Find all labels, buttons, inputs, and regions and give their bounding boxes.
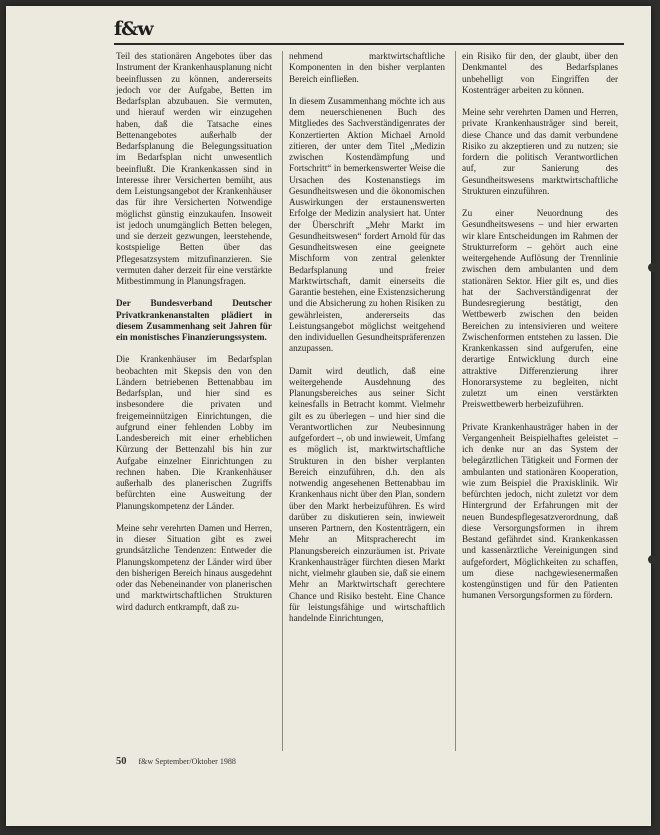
paragraph: ein Risiko für den, der glaubt, über den Denkmantel des Bedarfsplanes unbehelligt von Eingriffen der Kostenträger arbeiten zu können. [462, 51, 618, 95]
paragraph: Der Bundesverband Deutscher Privatkrankenanstalten plädiert in diesem Zusammenhang seit Jahren für ein monistisches Finanzierungssystem. [116, 298, 272, 342]
paragraph: nehmend marktwirtschaftliche Komponenten in den bisher verplanten Bereich einfließen. [289, 51, 445, 84]
paragraph: Teil des stationären Angebotes über das Instrument der Krankenhausplanung nicht beeinflussen zu können, andererseits jedoch vor der Aufgabe, Betten im Bedarfsplan abzubauen. Sie vermuten, und hierauf werden wir einzugehen haben, daß die Tatsache eines Bettenangebotes außerhalb der Bedarfsplanung die Belegungssituation im Bedarfsplan nicht unwesentlich beeinflußt. Die Krankenkassen sind in Interesse ihrer Versicherten bemüht, aus dem Leistungsangebot der Krankenhäuser das für ihre Versicherten Notwendige möglichst günstig einzukaufen. Insoweit ist jedoch unumgänglich Betten belegen, und sie derzeit gezwungen, leerstehende, kostspielige Betten über das Pflegesatzsystem mitzufinanzieren. Sie vermuten daher derzeit für eine verstärkte Mitbestimmung in Planungsfragen. [116, 51, 272, 286]
magazine-logo: f&w [114, 18, 153, 40]
text-column-1 [116, 51, 272, 624]
binder-hole [648, 263, 657, 272]
binder-hole [648, 555, 657, 564]
header-rule [114, 43, 624, 45]
paragraph: Meine sehr verehrten Damen und Herren, private Krankenhausträger sind bereit, diese Chance und das damit verbundene Risiko zu akzeptieren und zu nutzen; sie fordern die politisch Verantwortlichen auf, zur Sanierung des Gesundheitswesens marktwirtschaftliche Strukturen einzuführen. [462, 107, 618, 196]
column-divider [455, 51, 456, 751]
page-number: 50 [116, 756, 127, 767]
paragraph: Damit wird deutlich, daß eine weitergehende Ausdehnung des Planungsbereiches aus seiner Sicht keinesfalls in Betracht kommt. Vielmehr gilt es zu überlegen – und hier sind die Verantwortlichen zur Neubesinnung aufgefordert –, ob und inwieweit, Umfang es möglich ist, marktwirtschaftliche Strukturen in den bisher verplanten Bereich einzuführen, d.h. den als notwendig angesehenen Bettenabbau im Krankenhaus nicht über den Plan, sondern über den Markt herbeizuführen. Es wird darüber zu diskutieren sein, inwieweit unseren Partnern, den Kostenträgern, ein Mehr an Mitspracherecht im Planungsbereich einzuräumen ist. Private Krankenhausträger fürchten diesen Markt nicht, vielmehr glauben sie, daß sie einem Mehr an Marktwirtschaft gerechtere Chance und Risiko besteht. Eine Chance für leistungsfähige und wirtschaftlich handelnde Einrichtungen, [289, 365, 445, 623]
paragraph: Private Krankenhausträger haben in der Vergangenheit Beispielhaftes geleistet – ich denke nur an das System der belegärztlichen Tätigkeit und Formen der ambulanten und stationären Kooperation, wie zum Beispiel die Praxisklinik. Wir befürchten jedoch, nicht zuletzt vor dem Hintergrund der Erfahrungen mit der neuen Bundespflegesatzverordnung, daß diese Versorgungsformen in ihrem Bestand gefährdet sind. Krankenkassen und kassenärztliche Vereinigungen sind aufgefordert, Möglichkeiten zu schaffen, um diese nachgewiesenermaßen kostengünstigen und für den Patienten humanen Versorgungsformen zu fördern. [462, 421, 618, 601]
footer-source: f&w September/Oktober 1988 [138, 757, 236, 766]
page-footer [116, 756, 236, 767]
paragraph: Meine sehr verehrten Damen und Herren, in dieser Situation gibt es zwei grundsätzliche Tendenzen: Entweder die Planungskompetenz der Länder wird über den bisherigen Bereich hinaus ausgedehnt oder das Nebeneinander von planerischen und marktwirtschaftlichen Strukturen wird dadurch entkrampft, daß zu- [116, 522, 272, 612]
paragraph: Die Krankenhäuser im Bedarfsplan beobachten mit Skepsis den von den Ländern betriebenen Bettenabbau im Bedarfsplan, und hier sind es insbesondere die privaten und freigemeinnützigen Einrichtungen, die aufgrund einer fehlenden Lobby im Landesbereich mit einer erheblichen Kürzung der Bettenzahl bis hin zur Aufgabe einzelner Einrichtungen zu rechnen haben. Die Krankenhäuser außerhalb des planerischen Zugriffs befürchten eine Ausweitung der Planungskompetenz der Länder. [116, 354, 272, 511]
column-divider [282, 51, 283, 751]
paragraph: Zu einer Neuordnung des Gesundheitswesens – und hier erwarten wir klare Entscheidungen im Rahmen der Strukturreform – gehört auch eine weitergehende Auflösung der Trennlinie zwischen dem ambulanten und dem stationären Sektor. Hier gilt es, und dies hat der Sachverständigenrat der Bundesregierung bestätigt, den Wettbewerb zwischen den beiden Bereichen zu intensivieren und weitere Zwischenformen entstehen zu lassen. Die Krankenkassen sind aufgerufen, eine derartige Entwicklung durch eine attraktive Differenzierung ihrer Honorarsysteme zu begleiten, nicht zuletzt um einen verstärkten Preiswettbewerb herbeizuführen. [462, 208, 618, 410]
magazine-page [6, 6, 651, 826]
paragraph: In diesem Zusammenhang möchte ich aus dem neuerschienenen Buch des Mitgliedes des Sachverständigenrates der Konzertierten Aktion Michael Arnold zitieren, der unter dem Titel „Medizin zwischen Kostendämpfung und Fortschritt“ in bemerkenswerter Weise die Ursachen des Kostenanstiegs im Gesundheitswesen und die ökonomischen Auswirkungen der erstaunenswerten Erfolge der Medizin analysiert hat. Unter der Überschrift „Mehr Markt im Gesundheitswesen“ fordert Arnold für das Gesundheitswesen eine geeignete Mischform von zentral gelenkter Bedarfsplanung und freier Marktwirtschaft, damit einerseits die Garantie bestehen, eine Existenzsicherung und die Absicherung zu hohen Risiken zu gewährleisten, andererseits das Leistungsangebot möglichst weitgehend den individuellen Gesundheitspräferenzen anzupassen. [289, 95, 445, 354]
text-column-3 [462, 51, 618, 613]
text-column-2 [289, 51, 445, 635]
